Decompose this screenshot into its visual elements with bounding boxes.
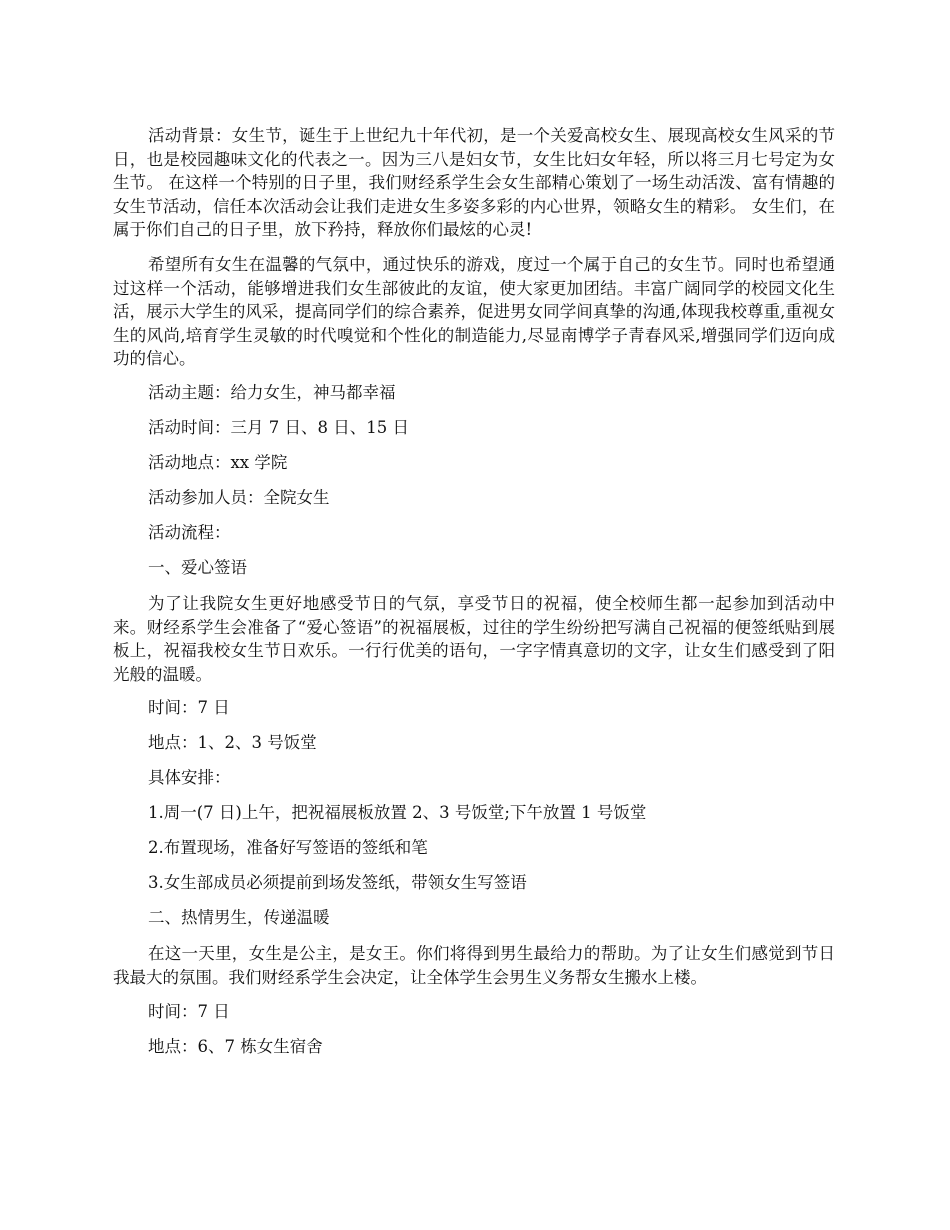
background-paragraph: 活动背景：女生节，诞生于上世纪九十年代初，是一个关爱高校女生、展现高校女生风采的节日，也是校园趣味文化的代表之一。因为三八是妇女节，女生比妇女年轻，所以将三月七号定为女生节。 在这样一个特别的日子里，我们财经系学生会女生部精心策划了一场生动活泼、富有情趣的女生节活动，信任本次活动会让我们走进女生多姿多彩的内心世界，领略女生的精彩。 女生们，在属于你们自己的日子里，放下矜持，释放你们最炫的心灵! [113,126,835,240]
activity-location: 活动地点：xx 学院 [148,452,288,472]
section-one-arrangement-heading: 具体安排： [148,768,231,788]
section-two-heading: 二、热情男生，传递温暖 [148,908,330,928]
activity-theme: 活动主题：给力女生，神马都幸福 [148,382,396,402]
arrangement-item-1: 1.周一(7 日)上午，把祝福展板放置 2、3 号饭堂;下午放置 1 号饭堂 [148,803,647,823]
purpose-paragraph: 希望所有女生在温馨的气氛中，通过快乐的游戏，度过一个属于自己的女生节。同时也希望通过这样一个活动，能够增进我们女生部彼此的友谊，使大家更加团结。丰富广阔同学的校园文化生活，展示大学生的风采，提高同学们的综合素养，促进男女同学间真挚的沟通,体现我校尊重,重视女生的风尚,培育学生灵敏的时代嗅觉和个性化的制造能力,尽显南博学子青春风采,增强同学们迈向成功的信心。 [113,254,835,369]
section-two-location: 地点：6、7 栋女生宿舍 [148,1036,323,1056]
arrangement-item-3: 3.女生部成员必须提前到场发签纸，带领女生写签语 [148,873,527,893]
section-one-paragraph: 为了让我院女生更好地感受节日的气氛，享受节日的祝福，使全校师生都一起参加到活动中来。财经系学生会准备了“爱心签语”的祝福展板，过往的学生纷纷把写满自己祝福的便签纸贴到展板上，祝福我校女生节日欢乐。一行行优美的语句，一字字情真意切的文字，让女生们感受到了阳光般的温暖。 [113,593,835,684]
section-one-heading: 一、爱心签语 [148,557,247,577]
activity-process-heading: 活动流程： [148,522,231,542]
section-two-paragraph: 在这一天里，女生是公主，是女王。你们将得到男生最给力的帮助。为了让女生们感觉到节日我最大的氛围。我们财经系学生会决定，让全体学生会男生义务帮女生搬水上楼。 [113,944,835,987]
document-page [113,124,835,1071]
section-one-time: 时间：7 日 [148,698,230,718]
activity-time: 活动时间：三月 7 日、8 日、15 日 [148,417,409,437]
arrangement-item-2: 2.布置现场，准备好写签语的签纸和笔 [148,838,428,858]
section-one-location: 地点：1、2、3 号饭堂 [148,733,317,753]
activity-participants: 活动参加人员：全院女生 [148,487,330,507]
section-two-time: 时间：7 日 [148,1001,230,1021]
